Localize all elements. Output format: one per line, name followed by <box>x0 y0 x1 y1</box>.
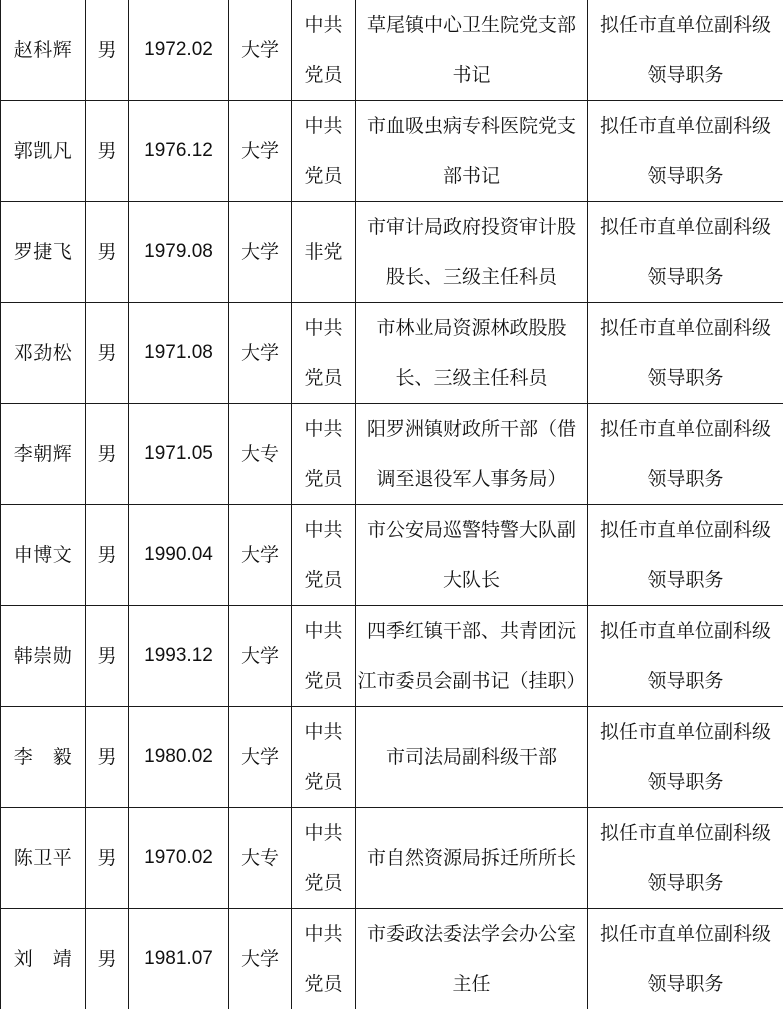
proposed-post-line: 领导职务 <box>588 353 783 403</box>
party-line: 党员 <box>292 656 355 706</box>
party-cell <box>292 707 356 808</box>
proposed-post-cell <box>588 0 783 101</box>
position-line: 书记 <box>356 50 587 100</box>
gender-cell: 男 <box>86 303 129 404</box>
birth-date-cell: 1980.02 <box>129 707 229 808</box>
current-position-cell <box>356 808 588 909</box>
proposed-post-line: 领导职务 <box>588 858 783 908</box>
current-position-cell <box>356 303 588 404</box>
party-cell <box>292 0 356 101</box>
position-line: 大队长 <box>356 555 587 605</box>
gender-cell: 男 <box>86 606 129 707</box>
position-line: 市审计局政府投资审计股 <box>356 202 587 252</box>
birth-date-cell: 1971.08 <box>129 303 229 404</box>
table-row <box>1 707 783 808</box>
gender-cell: 男 <box>86 808 129 909</box>
gender-cell: 男 <box>86 404 129 505</box>
birth-date-cell: 1971.05 <box>129 404 229 505</box>
table-row <box>1 606 783 707</box>
proposed-post-line: 拟任市直单位副科级 <box>588 303 783 353</box>
education-cell: 大学 <box>229 505 292 606</box>
party-cell <box>292 606 356 707</box>
gender-cell: 男 <box>86 0 129 101</box>
gender-cell: 男 <box>86 202 129 303</box>
position-line: 长、三级主任科员 <box>356 353 587 403</box>
position-line: 市公安局巡警特警大队副 <box>356 505 587 555</box>
proposed-post-line: 领导职务 <box>588 252 783 302</box>
proposed-post-cell <box>588 303 783 404</box>
proposed-post-cell <box>588 404 783 505</box>
position-line: 部书记 <box>356 151 587 201</box>
current-position-cell <box>356 404 588 505</box>
proposed-post-line: 拟任市直单位副科级 <box>588 606 783 656</box>
current-position-cell <box>356 101 588 202</box>
education-cell: 大专 <box>229 404 292 505</box>
proposed-post-line: 拟任市直单位副科级 <box>588 707 783 757</box>
proposed-post-line: 拟任市直单位副科级 <box>588 202 783 252</box>
gender-cell: 男 <box>86 909 129 1009</box>
proposed-post-cell <box>588 202 783 303</box>
position-line: 市林业局资源林政股股 <box>356 303 587 353</box>
party-line: 中共 <box>292 606 355 656</box>
party-line: 中共 <box>292 505 355 555</box>
party-line: 党员 <box>292 454 355 504</box>
party-cell <box>292 505 356 606</box>
party-line: 党员 <box>292 959 355 1009</box>
proposed-post-line: 领导职务 <box>588 656 783 706</box>
proposed-post-cell <box>588 707 783 808</box>
table-row <box>1 303 783 404</box>
name-cell: 李朝辉 <box>1 404 86 505</box>
proposed-post-line: 领导职务 <box>588 151 783 201</box>
party-line: 非党 <box>292 227 355 277</box>
position-line: 市委政法委法学会办公室 <box>356 909 587 959</box>
table-row <box>1 101 783 202</box>
birth-date-cell: 1972.02 <box>129 0 229 101</box>
party-line: 党员 <box>292 555 355 605</box>
proposed-post-cell <box>588 808 783 909</box>
party-cell <box>292 101 356 202</box>
gender-cell: 男 <box>86 707 129 808</box>
name-cell: 邓劲松 <box>1 303 86 404</box>
name-cell: 韩崇勋 <box>1 606 86 707</box>
position-line: 市司法局副科级干部 <box>356 732 587 782</box>
party-cell <box>292 404 356 505</box>
party-cell <box>292 909 356 1009</box>
proposed-post-line: 领导职务 <box>588 757 783 807</box>
table-row <box>1 404 783 505</box>
name-cell: 赵科辉 <box>1 0 86 101</box>
proposed-post-line: 拟任市直单位副科级 <box>588 404 783 454</box>
proposed-post-line: 拟任市直单位副科级 <box>588 101 783 151</box>
party-line: 党员 <box>292 757 355 807</box>
name-cell: 郭凯凡 <box>1 101 86 202</box>
current-position-cell <box>356 505 588 606</box>
proposed-post-line: 领导职务 <box>588 454 783 504</box>
proposed-post-line: 拟任市直单位副科级 <box>588 909 783 959</box>
name-cell: 李 毅 <box>1 707 86 808</box>
proposed-post-cell <box>588 101 783 202</box>
party-cell <box>292 808 356 909</box>
name-cell: 陈卫平 <box>1 808 86 909</box>
birth-date-cell: 1970.02 <box>129 808 229 909</box>
proposed-post-line: 拟任市直单位副科级 <box>588 0 783 50</box>
name-cell: 罗捷飞 <box>1 202 86 303</box>
education-cell: 大专 <box>229 808 292 909</box>
table-row <box>1 0 783 101</box>
current-position-cell <box>356 0 588 101</box>
proposed-post-line: 领导职务 <box>588 959 783 1009</box>
table-row <box>1 808 783 909</box>
party-line: 中共 <box>292 404 355 454</box>
birth-date-cell: 1993.12 <box>129 606 229 707</box>
position-line: 四季红镇干部、共青团沅 <box>356 606 587 656</box>
proposed-post-line: 拟任市直单位副科级 <box>588 505 783 555</box>
education-cell: 大学 <box>229 101 292 202</box>
party-line: 党员 <box>292 353 355 403</box>
education-cell: 大学 <box>229 707 292 808</box>
birth-date-cell: 1981.07 <box>129 909 229 1009</box>
position-line: 草尾镇中心卫生院党支部 <box>356 0 587 50</box>
birth-date-cell: 1976.12 <box>129 101 229 202</box>
education-cell: 大学 <box>229 303 292 404</box>
current-position-cell <box>356 707 588 808</box>
party-line: 中共 <box>292 303 355 353</box>
gender-cell: 男 <box>86 101 129 202</box>
table-row <box>1 505 783 606</box>
education-cell: 大学 <box>229 202 292 303</box>
party-line: 党员 <box>292 50 355 100</box>
party-line: 中共 <box>292 909 355 959</box>
birth-date-cell: 1990.04 <box>129 505 229 606</box>
proposed-post-cell <box>588 606 783 707</box>
proposed-post-line: 拟任市直单位副科级 <box>588 808 783 858</box>
name-cell: 申博文 <box>1 505 86 606</box>
position-line: 调至退役军人事务局） <box>356 454 587 504</box>
party-line: 中共 <box>292 707 355 757</box>
party-line: 中共 <box>292 0 355 50</box>
education-cell: 大学 <box>229 606 292 707</box>
proposed-post-cell <box>588 505 783 606</box>
proposed-post-line: 领导职务 <box>588 555 783 605</box>
birth-date-cell: 1979.08 <box>129 202 229 303</box>
party-line: 党员 <box>292 151 355 201</box>
name-cell: 刘 靖 <box>1 909 86 1009</box>
party-line: 中共 <box>292 101 355 151</box>
party-line: 中共 <box>292 808 355 858</box>
gender-cell: 男 <box>86 505 129 606</box>
position-line: 阳罗洲镇财政所干部（借 <box>356 404 587 454</box>
position-line: 市自然资源局拆迁所所长 <box>356 833 587 883</box>
position-line: 主任 <box>356 959 587 1009</box>
table-row <box>1 909 783 1009</box>
current-position-cell <box>356 909 588 1009</box>
position-line: 股长、三级主任科员 <box>356 252 587 302</box>
position-line: 市血吸虫病专科医院党支 <box>356 101 587 151</box>
education-cell: 大学 <box>229 0 292 101</box>
candidate-table-body <box>1 0 783 1009</box>
party-cell <box>292 303 356 404</box>
current-position-cell <box>356 202 588 303</box>
party-line: 党员 <box>292 858 355 908</box>
proposed-post-cell <box>588 909 783 1009</box>
position-line: 江市委员会副书记（挂职） <box>356 656 587 706</box>
table-row <box>1 202 783 303</box>
education-cell: 大学 <box>229 909 292 1009</box>
current-position-cell <box>356 606 588 707</box>
proposed-post-line: 领导职务 <box>588 50 783 100</box>
party-cell <box>292 202 356 303</box>
